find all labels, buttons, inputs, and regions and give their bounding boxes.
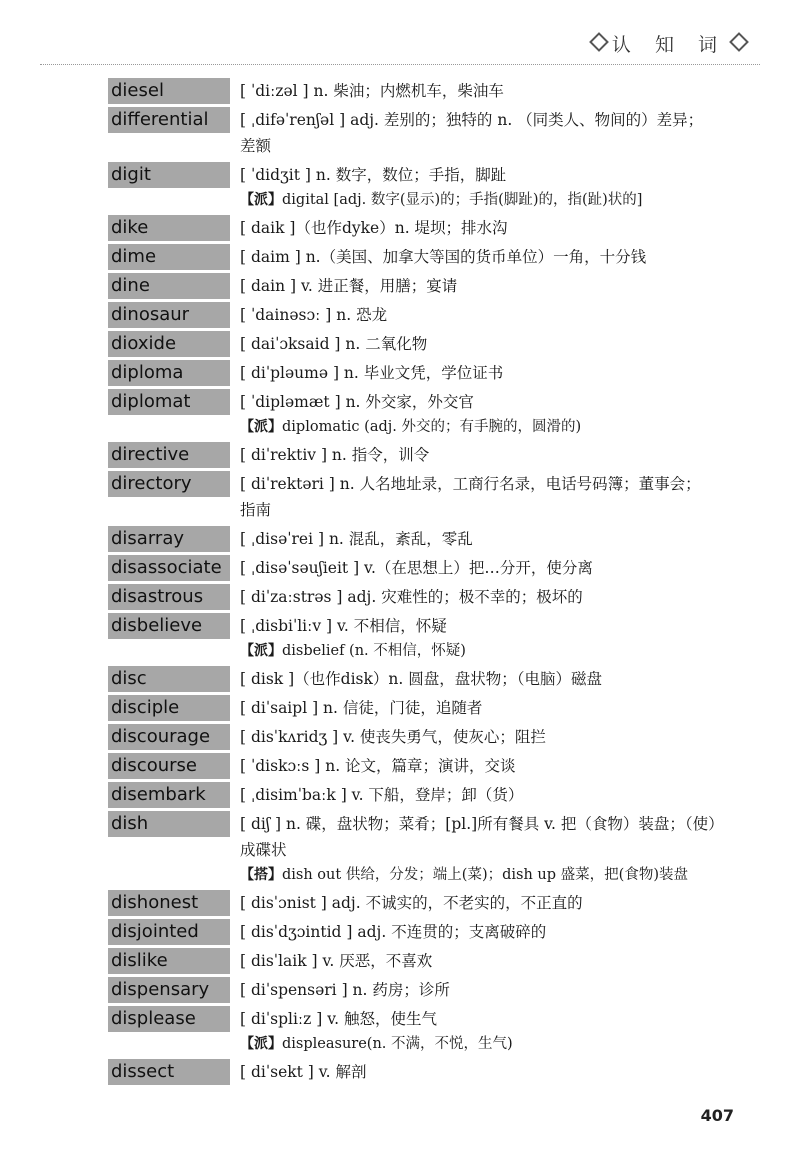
definition-line: [ ˈdidʒit ] n. 数字，数位；手指，脚趾 — [240, 166, 507, 184]
definition-block — [240, 890, 738, 916]
definition-line: [ disk ]（也作disk）n. 圆盘，盘状物；（电脑）磁盘 — [240, 670, 602, 688]
definition-block — [240, 162, 738, 212]
dictionary-entry — [108, 273, 738, 299]
definition-block — [240, 782, 738, 808]
headword: discourage — [108, 724, 230, 750]
definition-block — [240, 302, 738, 328]
dictionary-entry — [108, 782, 738, 808]
header-divider — [40, 64, 760, 65]
definition-block — [240, 613, 738, 663]
headword: dine — [108, 273, 230, 299]
definition-line: 指南 — [240, 501, 272, 519]
dictionary-entry — [108, 695, 738, 721]
dictionary-entry — [108, 162, 738, 212]
definition-line: [ dain ] v. 进正餐，用膳；宴请 — [240, 277, 458, 295]
definition-block — [240, 244, 738, 270]
definition-line: [ diˈpləumə ] n. 毕业文凭，学位证书 — [240, 364, 504, 382]
note-tag: 【派】 — [240, 643, 282, 659]
headword: dinosaur — [108, 302, 230, 328]
definition-block — [240, 977, 738, 1003]
derived-note — [240, 415, 738, 439]
headword: diplomat — [108, 389, 230, 415]
definition-block — [240, 584, 738, 610]
dictionary-entry — [108, 302, 738, 328]
definition-line: [ ˌdisbiˈliːv ] v. 不相信，怀疑 — [240, 617, 447, 635]
definition-block — [240, 1059, 738, 1085]
definition-block — [240, 948, 738, 974]
headword: diploma — [108, 360, 230, 386]
dictionary-entry — [108, 890, 738, 916]
definition-block — [240, 471, 738, 523]
dictionary-entry — [108, 331, 738, 357]
definition-block — [240, 107, 738, 159]
dictionary-entry — [108, 244, 738, 270]
dictionary-entry — [108, 215, 738, 241]
headword: dislike — [108, 948, 230, 974]
note-tag: 【派】 — [240, 419, 282, 435]
note-text: diplomatic (adj. 外交的；有手腕的，圆滑的) — [282, 419, 582, 435]
definition-line: [ diˈsaipl ] n. 信徒，门徒，追随者 — [240, 699, 483, 717]
definition-line: [ diˈspliːz ] v. 触怒，使生气 — [240, 1010, 437, 1028]
definition-line: [ disˈkʌridʒ ] v. 使丧失勇气，使灰心；阻拦 — [240, 728, 546, 746]
dictionary-entry — [108, 724, 738, 750]
derived-note — [240, 639, 738, 663]
dictionary-entry — [108, 107, 738, 159]
definition-line: [ diˈspensəri ] n. 药房；诊所 — [240, 981, 450, 999]
headword: dispensary — [108, 977, 230, 1003]
entry-list — [108, 78, 738, 1088]
dictionary-entry — [108, 389, 738, 439]
derived-note — [240, 1032, 738, 1056]
note-tag: 【派】 — [240, 192, 282, 208]
headword: dime — [108, 244, 230, 270]
headword: discourse — [108, 753, 230, 779]
definition-line: [ daim ] n.（美国、加拿大等国的货币单位）一角，十分钱 — [240, 248, 647, 266]
definition-line: [ ˈdiːzəl ] n. 柴油；内燃机车，柴油车 — [240, 82, 504, 100]
definition-line: [ ˌdisəˈrei ] n. 混乱，紊乱，零乱 — [240, 530, 473, 548]
definition-line: [ daiˈɔksaid ] n. 二氧化物 — [240, 335, 428, 353]
dictionary-entry — [108, 948, 738, 974]
dictionary-entry — [108, 78, 738, 104]
dictionary-entry — [108, 471, 738, 523]
dictionary-entry — [108, 1059, 738, 1085]
diamond-icon — [729, 32, 749, 52]
headword: disbelieve — [108, 613, 230, 639]
note-text: dish out 供给，分发；端上(菜)；dish up 盛菜，把(食物)装盘 — [282, 867, 688, 883]
definition-line: [ diˈsekt ] v. 解剖 — [240, 1063, 367, 1081]
headword: dish — [108, 811, 230, 837]
definition-line: [ diˈzaːstrəs ] adj. 灾难性的；极不幸的；极坏的 — [240, 588, 583, 606]
headword: disciple — [108, 695, 230, 721]
headword: directory — [108, 471, 230, 497]
headword: differential — [108, 107, 230, 133]
headword: dissect — [108, 1059, 230, 1085]
definition-line: [ disˈɔnist ] adj. 不诚实的，不老实的，不正直的 — [240, 894, 583, 912]
note-text: displeasure(n. 不满，不悦，生气) — [282, 1036, 513, 1052]
definition-block — [240, 919, 738, 945]
definition-block — [240, 331, 738, 357]
headword: diesel — [108, 78, 230, 104]
definition-line: 差额 — [240, 137, 272, 155]
note-text: digital [adj. 数字(显示)的；手指(脚趾)的，指(趾)状的] — [282, 192, 643, 208]
headword: disarray — [108, 526, 230, 552]
definition-line: [ diʃ ] n. 碟，盘状物；菜肴；[pl.]所有餐具 v. 把（食物）装盘；（使） — [240, 815, 724, 833]
dictionary-entry — [108, 919, 738, 945]
dictionary-entry — [108, 526, 738, 552]
dictionary-entry — [108, 584, 738, 610]
dictionary-entry — [108, 666, 738, 692]
headword: disembark — [108, 782, 230, 808]
definition-line: [ ˈdiskɔːs ] n. 论文，篇章；演讲，交谈 — [240, 757, 516, 775]
definition-line: [ ˌdisimˈbaːk ] v. 下船，登岸；卸（货） — [240, 786, 524, 804]
dictionary-entry — [108, 753, 738, 779]
definition-line: [ daik ]（也作dyke）n. 堤坝；排水沟 — [240, 219, 508, 237]
headword: directive — [108, 442, 230, 468]
definition-block — [240, 273, 738, 299]
derived-note — [240, 863, 738, 887]
note-tag: 【搭】 — [240, 867, 282, 883]
headword: disc — [108, 666, 230, 692]
definition-block — [240, 442, 738, 468]
definition-line: 成碟状 — [240, 841, 287, 859]
definition-line: [ diˈrektəri ] n. 人名地址录，工商行名录，电话号码簿；董事会； — [240, 475, 701, 493]
dictionary-entry — [108, 442, 738, 468]
section-header — [586, 30, 752, 57]
page-number: 407 — [700, 1106, 734, 1125]
definition-line: [ disˈlaik ] v. 厌恶，不喜欢 — [240, 952, 433, 970]
definition-line: [ ˈdainəsɔː ] n. 恐龙 — [240, 306, 388, 324]
definition-line: [ disˈdʒɔintid ] adj. 不连贯的；支离破碎的 — [240, 923, 547, 941]
definition-block — [240, 695, 738, 721]
diamond-icon — [589, 32, 609, 52]
definition-line: [ ˌdisəˈsəuʃieit ] v.（在思想上）把…分开，使分离 — [240, 559, 593, 577]
definition-line: [ diˈrektiv ] n. 指令，训令 — [240, 446, 430, 464]
note-tag: 【派】 — [240, 1036, 282, 1052]
headword: dishonest — [108, 890, 230, 916]
definition-block — [240, 360, 738, 386]
definition-block — [240, 666, 738, 692]
headword: dioxide — [108, 331, 230, 357]
derived-note — [240, 188, 738, 212]
definition-block — [240, 215, 738, 241]
headword: digit — [108, 162, 230, 188]
dictionary-entry — [108, 977, 738, 1003]
headword: dike — [108, 215, 230, 241]
dictionary-entry — [108, 360, 738, 386]
dictionary-entry — [108, 613, 738, 663]
definition-block — [240, 389, 738, 439]
headword: disjointed — [108, 919, 230, 945]
definition-line: [ ˈdipləmæt ] n. 外交家，外交官 — [240, 393, 474, 411]
definition-block — [240, 724, 738, 750]
dictionary-entry — [108, 555, 738, 581]
headword: disassociate — [108, 555, 230, 581]
definition-block — [240, 753, 738, 779]
definition-block — [240, 526, 738, 552]
dictionary-entry — [108, 1006, 738, 1056]
definition-block — [240, 78, 738, 104]
dictionary-entry — [108, 811, 738, 887]
note-text: disbelief (n. 不相信，怀疑) — [282, 643, 466, 659]
headword: displease — [108, 1006, 230, 1032]
definition-block — [240, 811, 738, 887]
definition-block — [240, 1006, 738, 1056]
section-label: 认 知 词 — [611, 34, 726, 56]
headword: disastrous — [108, 584, 230, 610]
definition-block — [240, 555, 738, 581]
definition-line: [ ˌdifəˈrenʃəl ] adj. 差别的；独特的 n. （同类人、物间的）差异； — [240, 111, 704, 129]
